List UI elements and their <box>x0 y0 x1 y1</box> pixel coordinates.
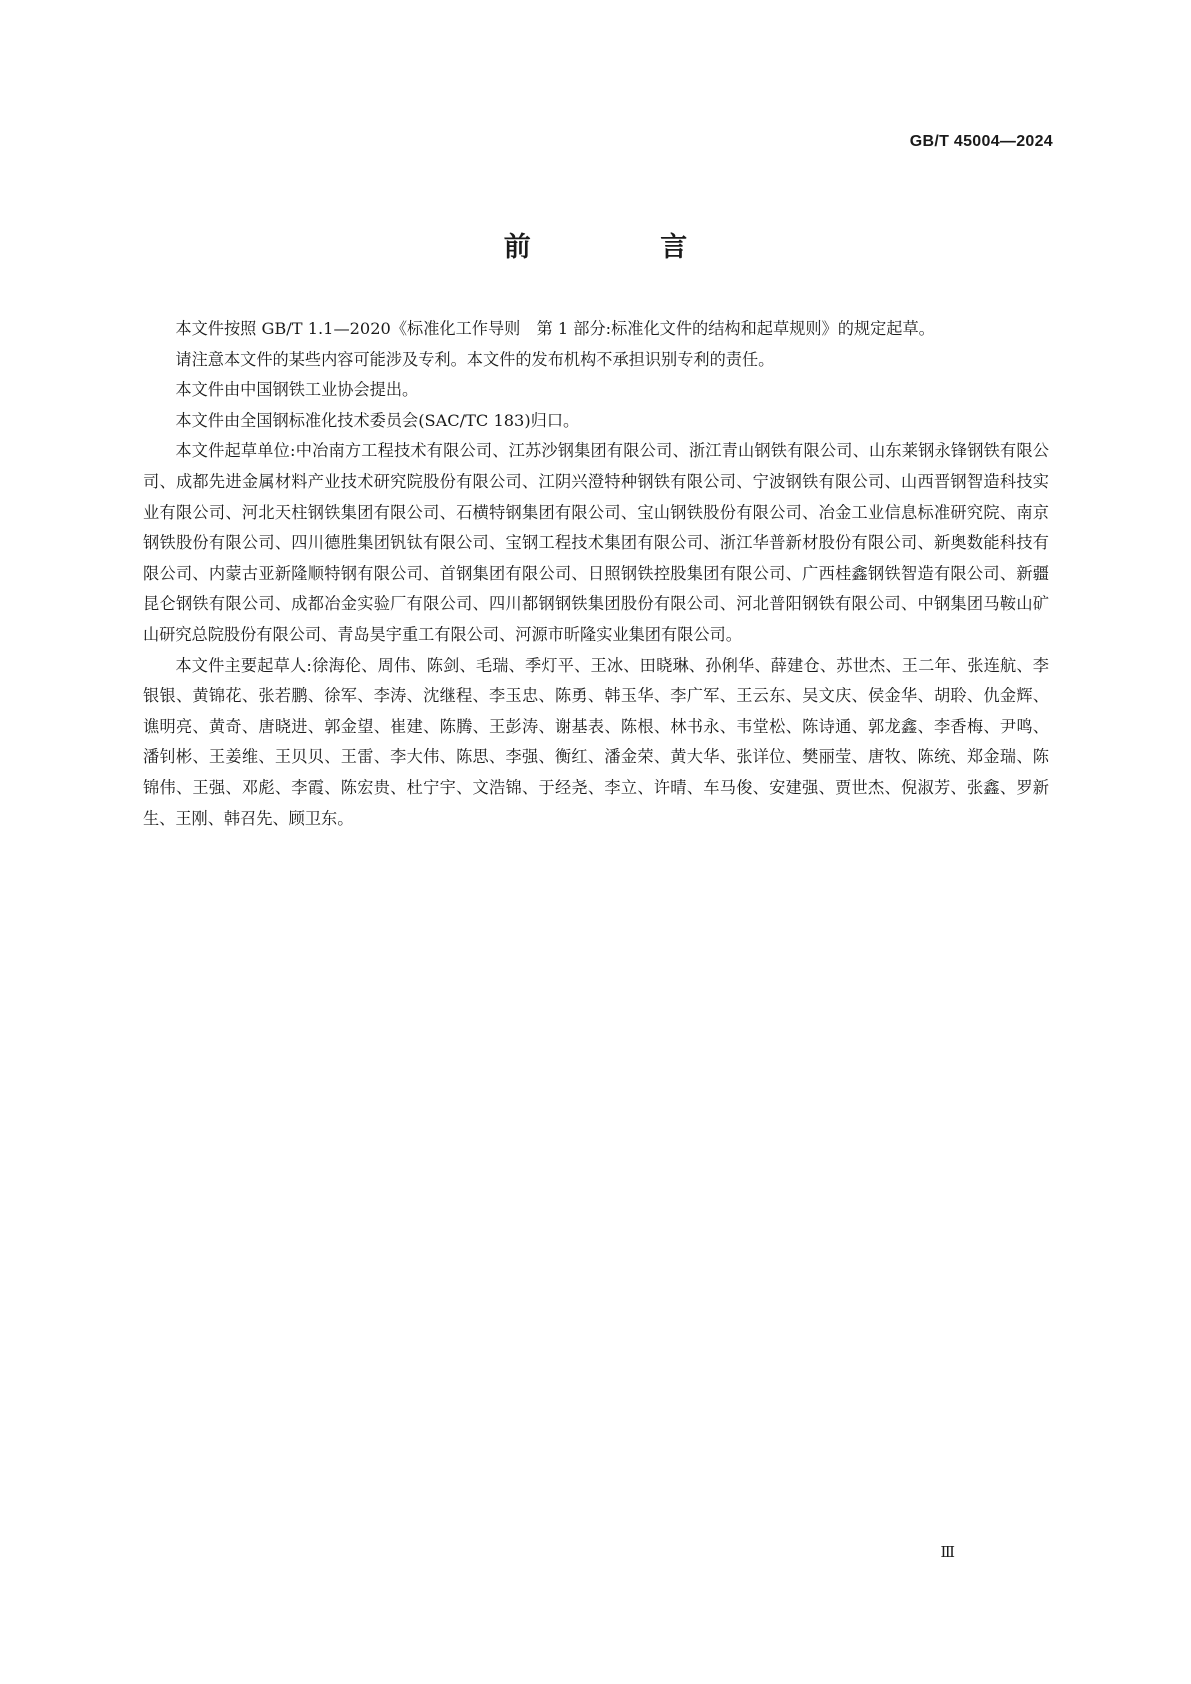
paragraph-drafting-organizations: 本文件起草单位:中冶南方工程技术有限公司、江苏沙钢集团有限公司、浙江青山钢铁有限公司、山东莱钢永锋钢铁有限公司、成都先进金属材料产业技术研究院股份有限公司、江阴兴澄特种钢铁有限公司、宁波钢铁有限公司、山西晋钢智造科技实业有限公司、河北天柱钢铁集团有限公司、石横特钢集团有限公司、宝山钢铁股份有限公司、冶金工业信息标准研究院、南京钢铁股份有限公司、四川德胜集团钒钛有限公司、宝钢工程技术集团有限公司、浙江华普新材股份有限公司、新奥数能科技有限公司、内蒙古亚新隆顺特钢有限公司、首钢集团有限公司、日照钢铁控股集团有限公司、广西桂鑫钢铁智造有限公司、新疆昆仑钢铁有限公司、成都冶金实验厂有限公司、四川都钢钢铁集团股份有限公司、河北普阳钢铁有限公司、中钢集团马鞍山矿山研究总院股份有限公司、青岛昊宇重工有限公司、河源市昕隆实业集团有限公司。 <box>143 441 1049 644</box>
page-title: 前 言 <box>503 232 748 263</box>
paragraph-proposer: 本文件由中国钢铁工业协会提出。 <box>175 380 419 400</box>
page-number: Ⅲ <box>940 1543 955 1561</box>
paragraph-drafting-rules: 本文件按照 GB/T 1.1—2020《标准化工作导则 第 1 部分:标准化文件的结构和起草规则》的规定起草。 <box>175 319 935 338</box>
paragraph-patent-notice: 请注意本文件的某些内容可能涉及专利。本文件的发布机构不承担识别专利的责任。 <box>175 349 775 369</box>
standard-code: GB/T 45004—2024 <box>909 133 1053 150</box>
paragraph-drafters: 本文件主要起草人:徐海伦、周伟、陈剑、毛瑞、季灯平、王冰、田晓琳、孙俐华、薛建仓、苏世杰、王二年、张连航、李银银、黄锦花、张若鹏、徐军、李涛、沈继程、李玉忠、陈勇、韩玉华、李广军、王云东、吴文庆、侯金华、胡聆、仇金辉、谯明亮、黄奇、唐晓进、郭金望、崔建、陈腾、王彭涛、谢基表、陈根、林书永、韦堂松、陈诗通、郭龙鑫、李香梅、尹鸣、潘钊彬、王姜维、王贝贝、王雷、李大伟、陈思、李强、衡红、潘金荣、黄大华、张详位、樊丽莹、唐牧、陈统、郑金瑞、陈锦伟、王强、邓彪、李霞、陈宏贵、杜宁宇、文浩锦、于经尧、李立、许晴、车马俊、安建强、贾世杰、倪淑芳、张鑫、罗新生、王刚、韩召先、顾卫东。 <box>143 655 1049 828</box>
paragraph-technical-committee: 本文件由全国钢标准化技术委员会(SAC/TC 183)归口。 <box>175 410 580 430</box>
foreword-body <box>143 314 1049 834</box>
